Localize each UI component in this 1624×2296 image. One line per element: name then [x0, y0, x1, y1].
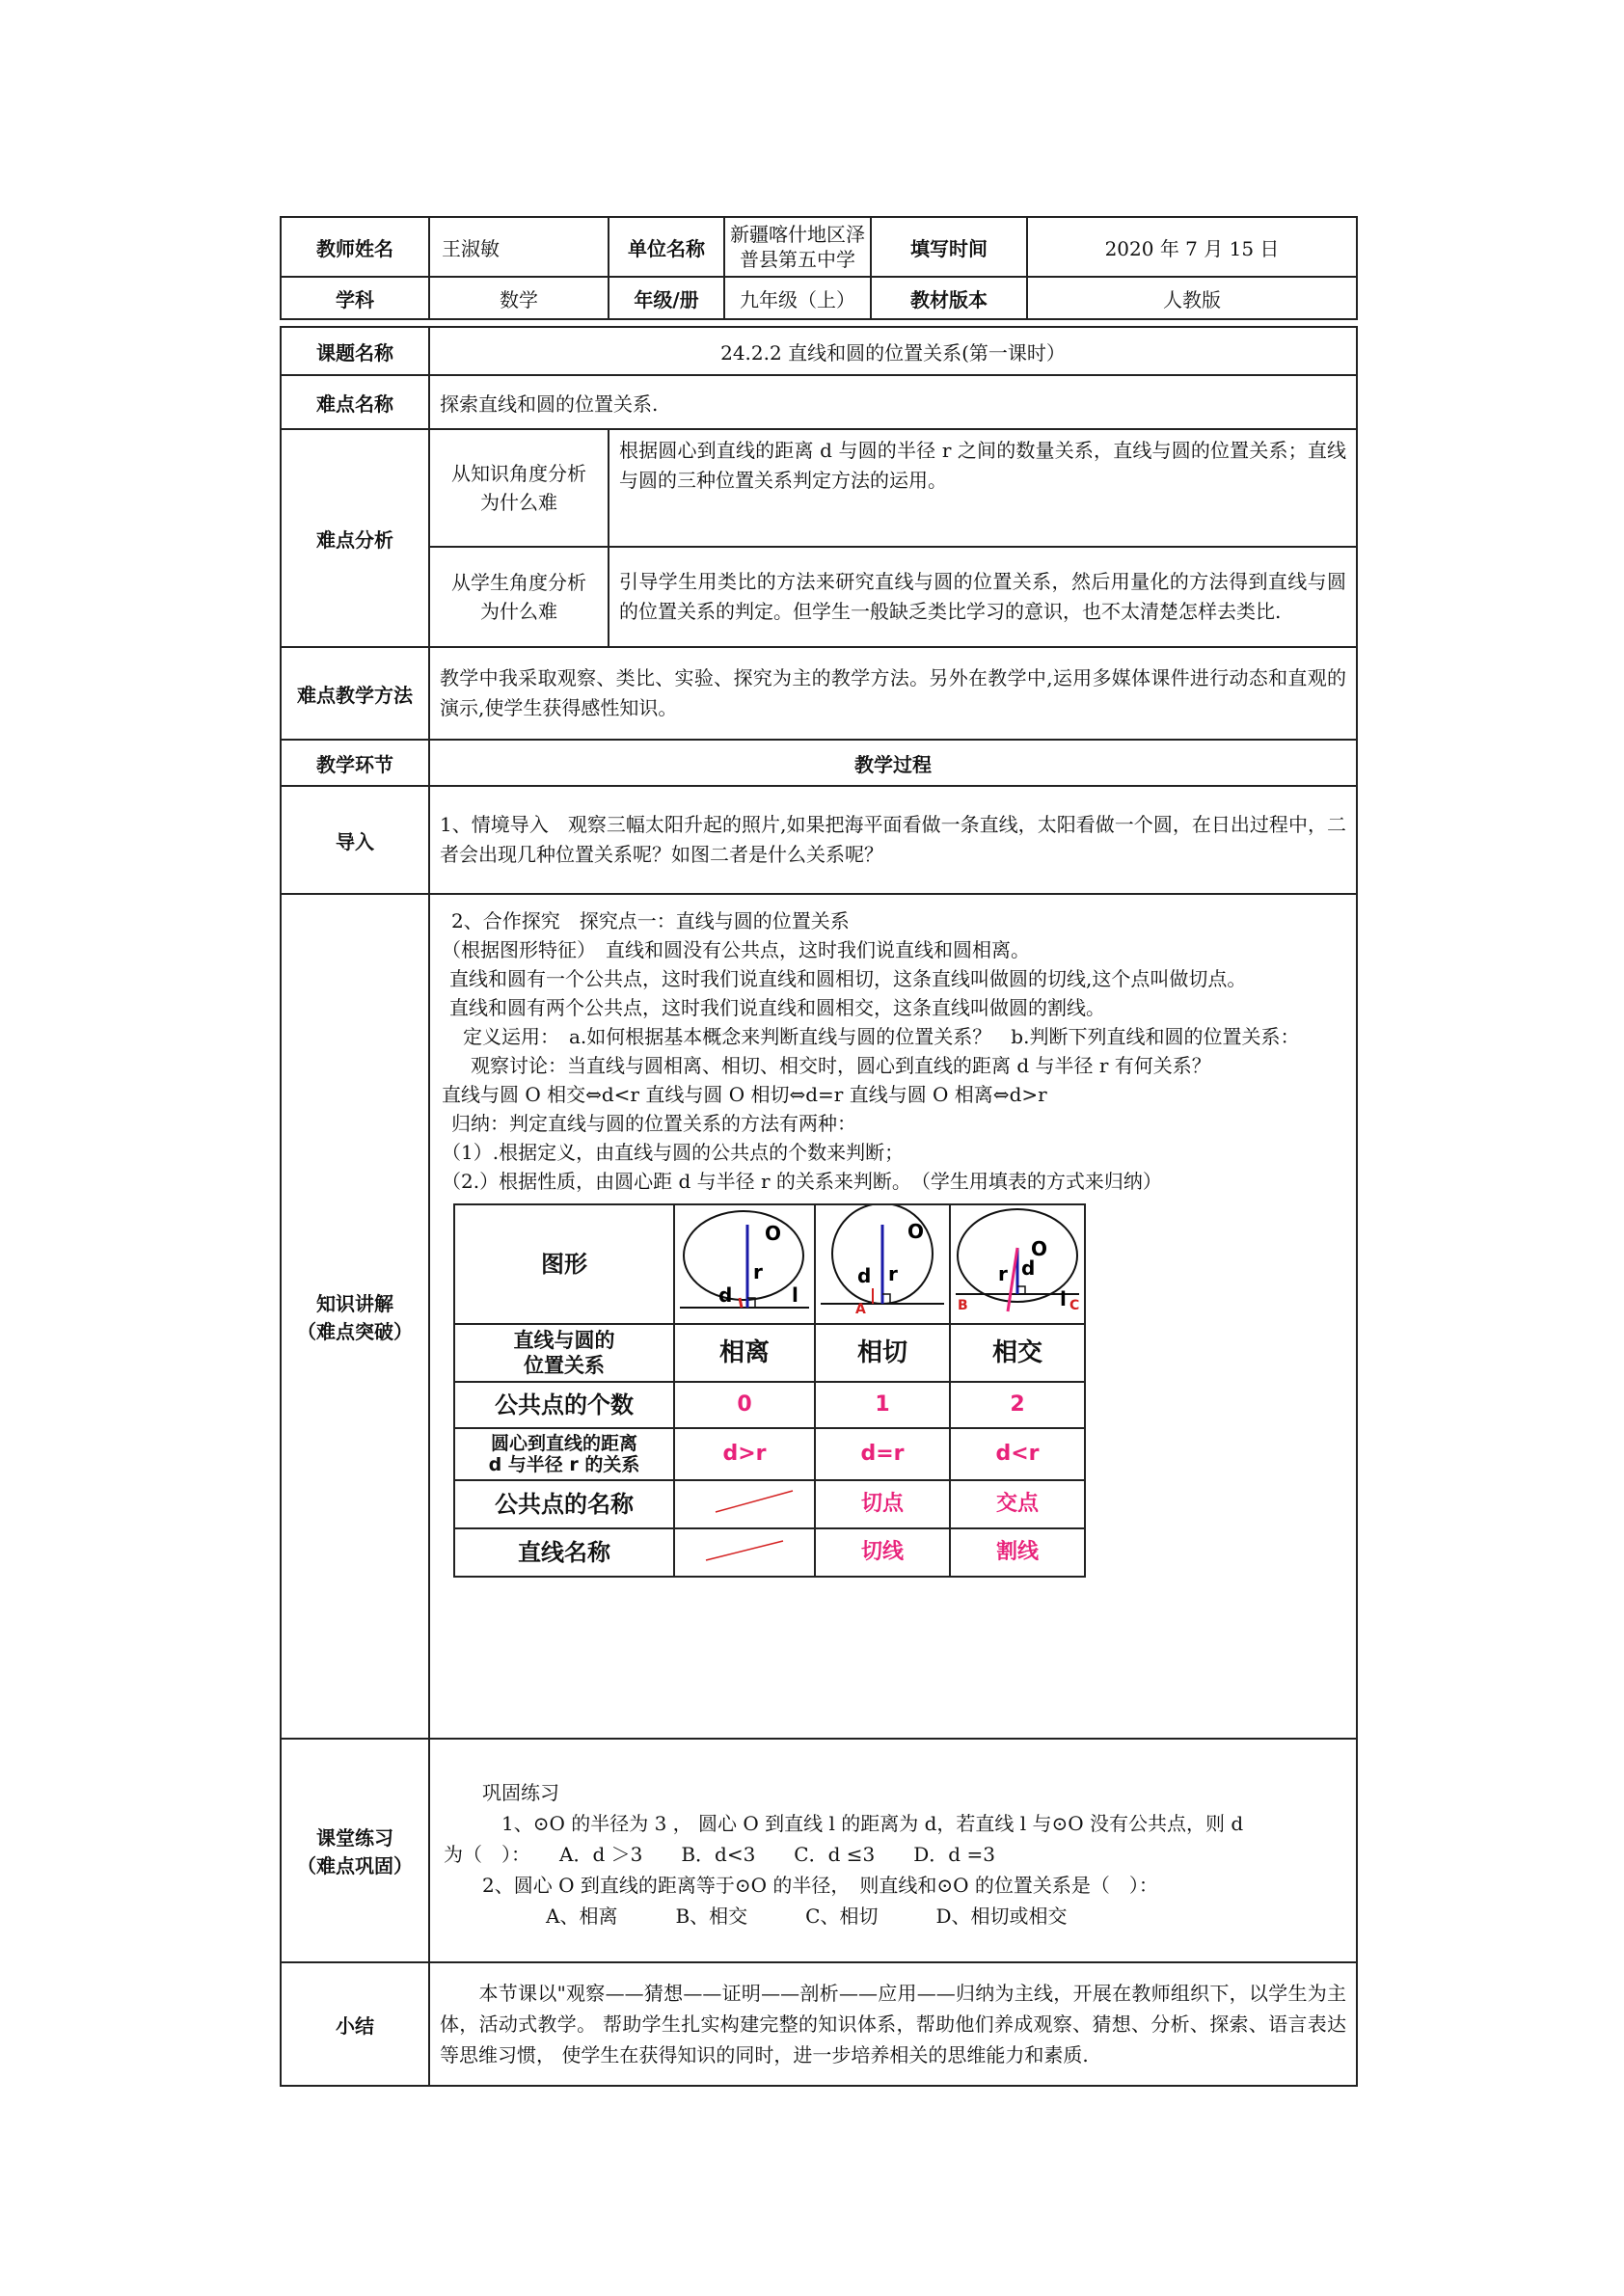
summary-label: 小结 — [281, 1962, 429, 2086]
figure-tangent — [815, 1204, 950, 1324]
tangent-diagram — [817, 1205, 948, 1315]
date-label: 填写时间 — [871, 217, 1027, 277]
cmp-row-count — [454, 1382, 1085, 1428]
cmp-figure-label: 图形 — [454, 1204, 674, 1324]
label-b: B — [958, 1298, 968, 1313]
cmp-row-distance — [454, 1428, 1085, 1480]
label-o-2: O — [907, 1220, 925, 1243]
knowledge-line-5: 定义运用： a.如何根据基本概念来判断直线与圆的位置关系？ b.判断下列直线和圆的位置关系： — [463, 1025, 1300, 1048]
cmp-point-name-label: 公共点的名称 — [454, 1480, 674, 1528]
process-stage-label: 教学环节 — [281, 740, 429, 786]
knowledge-line-6: 观察讨论：当直线与圆相离、相切、相交时，圆心到直线的距离 d 与半径 r 有何关系？ — [471, 1054, 1211, 1077]
line-name-intersect: 割线 — [950, 1528, 1085, 1577]
comparison-table — [453, 1203, 1086, 1578]
cmp-distance-label-line1: 圆心到直线的距离 — [490, 1433, 637, 1454]
knowledge-line-7: 直线与圆 O 相交⇔d<r 直线与圆 O 相切⇔d=r 直线与圆 O 相离⇔d>r — [442, 1083, 1047, 1106]
label-o: O — [765, 1222, 782, 1245]
relation-separate: 相离 — [674, 1324, 815, 1382]
exercise-label-line1: 课堂练习 — [316, 1826, 393, 1850]
cmp-row-point-name — [454, 1480, 1085, 1528]
label-c: C — [1069, 1298, 1080, 1313]
label-r-2: r — [888, 1262, 898, 1285]
cmp-line-name-label: 直线名称 — [454, 1528, 674, 1577]
separate-diagram — [676, 1205, 813, 1315]
relation-tangent: 相切 — [815, 1324, 950, 1382]
knowledge-line-8: 归纳：判定直线与圆的位置关系的方法有两种： — [451, 1112, 856, 1135]
cmp-distance-label-line2: d 与半径 r 的关系 — [488, 1454, 640, 1475]
knowledge-angle-label-line1: 从知识角度分析 — [451, 462, 586, 485]
date-value: 2020 年 7 月 15 日 — [1027, 217, 1357, 277]
exercise-content — [429, 1739, 1357, 1962]
knowledge-label-line1: 知识讲解 — [316, 1292, 393, 1315]
analysis-label: 难点分析 — [281, 429, 429, 647]
cmp-row-figure — [454, 1204, 1085, 1324]
student-angle-text: 引导学生用类比的方法来研究直线与圆的位置关系，然后用量化的方法得到直线与圆的位置关系的判定。但学生一般缺乏类比学习的意识，也不太清楚怎样去类比. — [609, 547, 1357, 647]
unit-value-line2: 普县第五中学 — [740, 248, 855, 271]
method-text: 教学中我采取观察、类比、实验、探究为主的教学方法。另外在教学中,运用多媒体课件进行动态和直观的演示,使学生获得感性知识。 — [429, 647, 1357, 740]
textbook-value: 人教版 — [1027, 277, 1357, 319]
count-intersect: 2 — [950, 1382, 1085, 1428]
figure-intersect — [950, 1204, 1085, 1324]
teacher-label: 教师姓名 — [281, 217, 429, 277]
exercise-q2-line2: A、相离 B、相交 C、相切 D、相切或相交 — [546, 1904, 1068, 1928]
line-name-separate — [674, 1528, 815, 1577]
knowledge-line-9: （1）.根据定义，由直线与圆的公共点的个数来判断； — [442, 1141, 905, 1164]
knowledge-angle-label-line2: 为什么难 — [480, 491, 557, 514]
grade-label: 年级/册 — [609, 277, 724, 319]
distance-tangent: d=r — [815, 1428, 950, 1480]
knowledge-line-3: 直线和圆有一个公共点，这时我们说直线和圆相切，这条直线叫做圆的切线,这个点叫做切点。 — [449, 967, 1247, 990]
knowledge-line-1: 2、合作探究 探究点一：直线与圆的位置关系 — [451, 909, 850, 932]
process-label: 教学过程 — [429, 740, 1357, 786]
intro-label: 导入 — [281, 786, 429, 894]
knowledge-line-4: 直线和圆有两个公共点，这时我们说直线和圆相交，这条直线叫做圆的割线。 — [449, 996, 1105, 1019]
topic-value: 24.2.2 直线和圆的位置关系(第一课时） — [429, 327, 1357, 375]
cmp-relation-label — [454, 1324, 674, 1382]
student-angle-label-line1: 从学生角度分析 — [451, 571, 586, 594]
relation-intersect: 相交 — [950, 1324, 1085, 1382]
unit-value-line1: 新疆喀什地区泽 — [730, 223, 865, 246]
difficulty-label: 难点名称 — [281, 375, 429, 429]
label-d: d — [718, 1283, 733, 1307]
lesson-plan-table — [280, 216, 1358, 2087]
knowledge-row — [281, 894, 1357, 1739]
summary-row — [281, 1962, 1357, 2086]
distance-intersect: d<r — [950, 1428, 1085, 1480]
knowledge-label — [281, 894, 429, 1739]
exercise-title: 巩固练习 — [482, 1781, 559, 1804]
label-r: r — [753, 1260, 763, 1283]
exercise-q1-line1: 1、⊙O 的半径为 3 ， 圆心 O 到直线 l 的距离为 d，若直线 l 与⊙O 没有公共点，则 d — [501, 1812, 1244, 1835]
point-name-separate — [674, 1480, 815, 1528]
cmp-distance-label — [454, 1428, 674, 1480]
student-angle-label-line2: 为什么难 — [480, 600, 557, 623]
exercise-row — [281, 1739, 1357, 1962]
knowledge-content — [429, 894, 1357, 1739]
label-d-2: d — [857, 1264, 872, 1287]
analysis-student-row — [281, 547, 1357, 647]
cmp-count-label: 公共点的个数 — [454, 1382, 674, 1428]
method-row — [281, 647, 1357, 740]
intersect-diagram — [952, 1205, 1083, 1315]
knowledge-angle-label — [429, 429, 609, 547]
topic-row — [281, 327, 1357, 375]
point-name-intersect: 交点 — [950, 1480, 1085, 1528]
knowledge-line-10: （2.）根据性质，由圆心距 d 与半径 r 的关系来判断。 （学生用填表的方式来归纳） — [442, 1170, 1162, 1193]
student-angle-label — [429, 547, 609, 647]
label-d-3: d — [1021, 1256, 1036, 1280]
count-separate: 0 — [674, 1382, 815, 1428]
header-row-subject — [281, 277, 1357, 319]
knowledge-label-line2: （难点突破） — [297, 1320, 413, 1343]
count-tangent: 1 — [815, 1382, 950, 1428]
figure-separate — [674, 1204, 815, 1324]
label-l-3: l — [1060, 1287, 1067, 1310]
cmp-row-relation — [454, 1324, 1085, 1382]
label-l: l — [792, 1283, 798, 1307]
strike-line — [687, 1529, 802, 1568]
difficulty-row — [281, 375, 1357, 429]
label-r-3: r — [998, 1262, 1008, 1285]
subject-label: 学科 — [281, 277, 429, 319]
summary-text: 本节课以"观察——猜想——证明——剖析——应用——归纳为主线，开展在教师组织下，以学生为主体，活动式教学。 帮助学生扎实构建完整的知识体系，帮助他们养成观察、猜想、分析、探索、语言表达等思维习惯， 使学生在获得知识的同时，进一步培养相关的思维能力和素质. — [429, 1962, 1357, 2086]
intro-row — [281, 786, 1357, 894]
knowledge-angle-text: 根据圆心到直线的距离 d 与圆的半径 r 之间的数量关系，直线与圆的位置关系；直线与圆的三种位置关系判定方法的运用。 — [609, 429, 1357, 547]
distance-separate: d>r — [674, 1428, 815, 1480]
teacher-value: 王淑敏 — [429, 217, 609, 277]
grade-value: 九年级（上） — [724, 277, 871, 319]
unit-label: 单位名称 — [609, 217, 724, 277]
difficulty-value: 探索直线和圆的位置关系. — [429, 375, 1357, 429]
strike-line — [687, 1481, 802, 1520]
topic-label: 课题名称 — [281, 327, 429, 375]
subject-value: 数学 — [429, 277, 609, 319]
label-a: A — [855, 1302, 866, 1315]
header-row-teacher — [281, 217, 1357, 277]
cmp-relation-label-line2: 位置关系 — [524, 1354, 605, 1377]
analysis-knowledge-row — [281, 429, 1357, 547]
label-o-3: O — [1031, 1237, 1048, 1260]
exercise-label — [281, 1739, 429, 1962]
process-header-row — [281, 740, 1357, 786]
cmp-row-line-name — [454, 1528, 1085, 1577]
intro-text: 1、情境导入 观察三幅太阳升起的照片,如果把海平面看做一条直线，太阳看做一个圆，在日出过程中，二者会出现几种位置关系呢？如图二者是什么关系呢？ — [429, 786, 1357, 894]
knowledge-line-2: （根据图形特征） 直线和圆没有公共点，这时我们说直线和圆相离。 — [442, 938, 1030, 961]
line-name-tangent: 切线 — [815, 1528, 950, 1577]
unit-value — [724, 217, 871, 277]
exercise-q2-line1: 2、圆心 O 到直线的距离等于⊙O 的半径， 则直线和⊙O 的位置关系是（ ）： — [482, 1874, 1158, 1897]
point-name-tangent: 切点 — [815, 1480, 950, 1528]
cmp-relation-label-line1: 直线与圆的 — [513, 1329, 615, 1352]
exercise-q1-line2: 为（ ）： A．d ＞3 B．d<3 C．d ≤3 D．d =3 — [444, 1843, 995, 1866]
method-label: 难点教学方法 — [281, 647, 429, 740]
exercise-label-line2: （难点巩固） — [297, 1854, 413, 1877]
textbook-label: 教材版本 — [871, 277, 1027, 319]
